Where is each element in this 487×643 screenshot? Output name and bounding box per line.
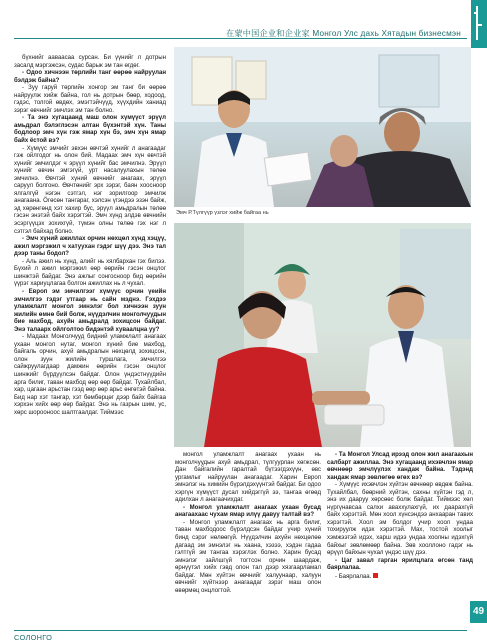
interview-question <box>327 558 473 573</box>
section-tab <box>471 0 487 48</box>
magazine-name: СОЛОНГО <box>14 633 53 642</box>
article-column-left <box>14 55 166 417</box>
paragraph-text: бүхнийг ааваасаа сурсан. Би үүнийг л дотрын засалд мэргэжсэн, судас барьж эм тан өгдөг. <box>14 55 166 69</box>
interview-paragraph <box>14 146 166 237</box>
interview-paragraph <box>327 573 473 582</box>
paragraph-text: - Европ эм эмчилгээг хүмүүс орчин үеийн эмчилгээ гэдэг утгаар нь сайн мэднэ. Гэхдээ уламжлалт монгол эмнэлэг бол хичнээн зуун жилийн өмнө бий болж, нүүдэлчин монголчуудын бие махбод, ахуйн амьдралд зохицсон байдаг. Энэ талаарх ойлголтоо бидэнтэй хуваалцна уу? <box>14 288 166 333</box>
mongolian-script-glyph <box>476 6 482 40</box>
interview-paragraph <box>175 520 321 595</box>
interview-question <box>14 236 166 259</box>
interview-paragraph <box>14 55 166 70</box>
page-number: 49 <box>470 601 487 623</box>
interview-paragraph <box>14 259 166 289</box>
paragraph-text: - Хүмүүс эмчийг эвхэн өвчтэй хүнийг л анагаадаг гэж ойлгодог нь олон бий. Мадаах эмч хүн өвчтэй хүнийг эмчилдэг ч эрүүл хүнийг бас эмчилнэ. Эрүүл хүнийг өвчин эмгэгүй, урт насалуулахын төлөө эмчилнэ. Өвчтэй хүний өвчнийг анагаах, эрүүл саруул болгоно. Өвчтөнийг эрх зэрэг, баян хоосноор ялгалгүй нэгэн сэтгэл, нэг зорилгоор эмчилж анагаана. Ӧгөсөн тангараг, хэлсэн үгэндээ эзэн байж, эд хөрөнгөнд хэт хахир бус, эрүүл амьдралын төлөө гэсэн энэтэй байх хэрэгтэй. Эмч хүнд элдэв өвчнийн эсэргүүцэх зохихгүй, түмэн олны төлөө гэх нэг л сэтгэл байхад болно. <box>14 145 166 235</box>
paragraph-text: - Та энэ хугацаанд маш олон хүмүүст эрүүл амьдрал бэлэглэсэн алтан бүхэнтэй хүн. Таны бодлоор эмч хүн гэж ямар хүн бэ, эмч хүн ямар байх ёстой вэ? <box>14 115 166 145</box>
paragraph-text: монгол уламжлалт анагаах ухаан нь монголчуудын ахуй амьдрал, түлгуурлан хөгжсөн. Дан байгалийн гаралтай бүтээгдэхүүн, өвс ургамлыг найруулан анагаадаг. Харин Европ эмнэлэг нь химийн бүрэлдэхүүнтэй байдаг. Би одоо хэргүн хүмүүст дусал хийдэггүй ээ, тангаа өгөөд адилхан л анагаачихдаг. <box>175 452 321 504</box>
interview-question <box>14 289 166 334</box>
interview-paragraph <box>175 452 321 505</box>
paragraph-text: - Зуу гаруй төрлийн хонгор эм танг би өөрөө найруулж хийж байна, гол нь дотрын бөөр, ходоод, гэдэс, толгой өвдөх, эмэгтэйчүүд, хүүхдийн ханиад зэрэг өвчнийг эмчлэх эм тан болно. <box>14 85 166 114</box>
interview-paragraph <box>14 85 166 115</box>
article-column-middle <box>175 452 321 595</box>
running-header: 在蒙中国企业和企业家 Монгол Улс дахь Хятадын бизнесмэн <box>225 29 461 38</box>
paragraph-text: - Монгол уламжлалт анагаах нь арга билиг, таван махбодоос бүрэлдсэн байдаг учир хүний бинд сэрэг нөлөөгүй. Нүүдэлчин ахуйн нөхцөлөө дагаад эм эмнэлэг нь хаана, хэзээ, хэдэн гадаа гэлтгүй эм тангаа хэрэглэх болно. Харин бусад эмнэлэг зайлшгүй тогтсон орчин шаардаж, өрнүүтэл хийх гэвд олон тал дээр хязгаарламал байдаг. Мөн хүйтэн өвчнийг халуунаар, халуун өвчнийг хүйтнээр анагаадаг зэрэг маш олон өвөрмөц онцлогтой. <box>175 519 321 594</box>
photo-doctor-examining-patient <box>174 47 471 207</box>
end-of-article-mark <box>373 573 378 578</box>
paragraph-text: - Цаг завал гарган ярилцлага өгсөн танд баярлалаа. <box>327 557 473 572</box>
interview-question <box>14 70 166 85</box>
interview-paragraph <box>327 482 473 557</box>
paragraph-text: - Аль ажил нь хүнд, алийг нь хялбархан гэх билээ. Бүхий л ажил мэргэжил өөр өөрийн гэсэн онцлог шинжтэй байдаг. Энэ ажлыг сонгосноор бид өөрийн үүрэг хариуцлагаа болгон ажиллах нь л чухал. <box>14 258 166 288</box>
photo-pulse-diagnosis <box>174 223 471 447</box>
paragraph-text: - Монгол уламжлалт анагаах ухаан бусад анагаахаас чухам ямар илүү давуу талтай вэ? <box>175 504 321 519</box>
photo-illustration-bottom <box>174 223 471 447</box>
article-column-right <box>327 452 473 581</box>
paragraph-text: - Одоо хичнээн төрлийн танг өөрөө найруулан бэлдэж байна? <box>14 70 166 84</box>
interview-question <box>327 452 473 482</box>
photo-caption: Эмч Р.Түлгүүр үзлэг хийж байгаа нь <box>176 210 269 216</box>
footer-rule <box>14 630 467 631</box>
paragraph-text: - Хүмүүс ихэвчлэн хүйтэн өвчнөөр өвдөж байна. Тухайлбал, бөөрний хүйтэн, сахны хүйтэн гэд л, энэ их дааруу хөрсөөс болж байдаг. Тиймээс хөл нүргүнавсаа салхи аваххулахгүй, их даарахгүй байх хэрэгтэй. Мөн хоол хүнсэндээ анхааран тавих хэрэгтэй. Хоол эм болдог учир хоол ундаа тохируулж идэх хэрэгтэй. Мах, тостой хоолыг хэмжээтэй идэх, харш идээ ундаа хоолны идэхгүй байхыг зөвлөмөөр байна. Зөв хооллоно гадэг нь өрүүл байхын чухал үндэс шүү дээ. <box>327 482 473 557</box>
paragraph-text: - Мадаах Монголчууд бидний уламжлалт анагаах ухаан монгол нутаг, монгол хүний бие махбод, байгаль орчин, ахуй амьдралын нөхцөлд зохицсон, олон зуун жилийн туршлага, эмчилгээ сайжруулагдаар дамжин өөрийн гэсэн онцлог шинжийг бүрдүүлсэн байдаг. Олон үндэстнүүдийн арга билиг, таван махбод өөр өөр байдаг. Тухайлбал, хар, цагаан арьстан гээд өөр өөр арьс өнгөтэй байна. Бид нар хэт тангар, хэт бөмбөрцөг дээр байх байгаа хэрхэн хийх өөр өөр байдаг. Энэ нь газрын шим, ус, хөрс шорооноос шалтгаалдаг. Тиймээс <box>14 334 166 416</box>
photo-illustration-top <box>174 47 471 207</box>
header-rule <box>14 38 467 39</box>
paragraph-text: - Баярлалаа. <box>335 573 372 580</box>
interview-question <box>175 505 321 520</box>
paragraph-text: - Та Монгол Улсад ирээд олон жил анагаахын салбарт ажиллаа. Энэ хугацаанд ихэвчлэн ямар өвчнөөр эмчлүүлэх хандаж байна. Тэдэнд хандаж ямар зөвлөгөө өгөх вэ? <box>327 452 473 481</box>
interview-question <box>14 115 166 145</box>
interview-paragraph <box>14 334 166 417</box>
paragraph-text: - Эмч хүний ажиллах орчин нөхцөл хүнд хэцүү, ажил мэргэжил ч хатуухан гэдэг шүү дээ. Энэ тал дээр таны бодол? <box>14 236 166 258</box>
